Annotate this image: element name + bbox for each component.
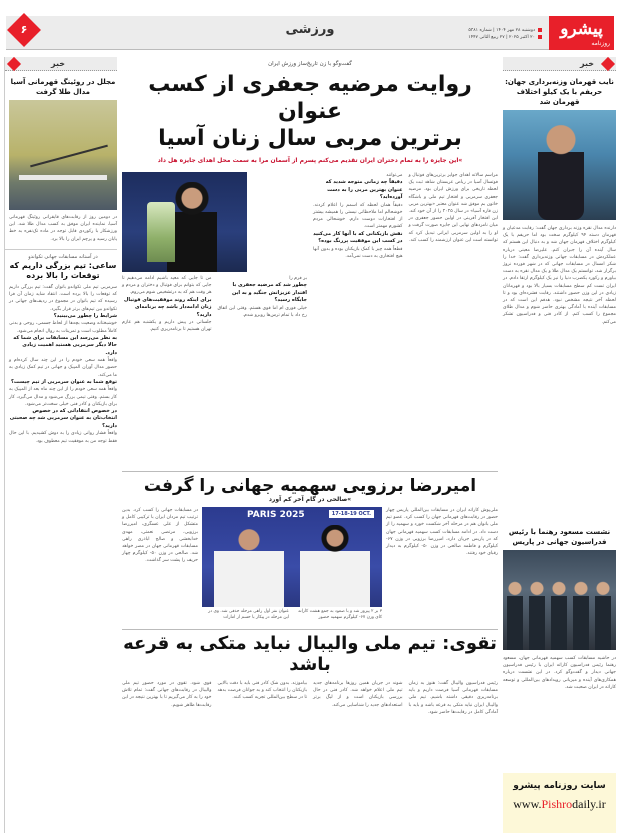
- main-content: [122, 57, 498, 833]
- ad-url[interactable]: www.Pishrodaily.ir: [513, 797, 606, 811]
- right-news-column: [503, 57, 616, 833]
- caption: عنوان نفر اول راهی مرحله حذفی شد. وی در این مرحله در پیکار با حسم از امارات: [208, 609, 289, 620]
- photo-captions: [202, 609, 382, 621]
- interview-question: شرایط را چطور می‌بینید؟: [53, 312, 117, 319]
- left-news-column: [4, 57, 117, 833]
- photo-banner: PARIS 2025: [247, 510, 305, 520]
- caption: ۳ بر ۲ پیروز شد و با صعود به جمع هشت کاراته کای وزن ۶۷- کیلوگرم سهمیه حضور: [298, 609, 382, 620]
- paragraph: بر فرم را: [289, 276, 307, 281]
- karate-subhead: »صالحی در گام آخر کم آورد: [268, 496, 352, 503]
- main-lead: »این جایزه را به تمام دختران ایران تقدیم می‌کنم پسرم از آسمان مرا به سمت محل اهدای جایزه هل داد: [157, 157, 463, 164]
- story-headline[interactable]: نشست مسعود رهنما با رئیس فدراسیون جهانی در پاریس: [508, 528, 611, 546]
- date-line-2: ۲۰ اکتبر ۲۰۲۵ | ۲۷ ربیع الثانی ۱۴۴۷: [468, 34, 542, 41]
- interview-question: برای اینکه روند موفقیت‌های فوتبال زنان ادامه‌دار باشد چه برنامه‌ای دارید؟: [124, 296, 212, 318]
- weightlifting-story[interactable]: [503, 77, 616, 326]
- interview-question: به نظر می‌رسد این مسابقات برای شما که حالا دیگر سرمربی هستید اهمیت زیادی دارد.: [13, 334, 117, 356]
- news-label-bar: [5, 57, 117, 71]
- interview-question: دقیقاً چه زمانی متوجه شدید که عنوان بهترین مربی را به دست آورده‌اید؟: [325, 179, 403, 201]
- rowing-story[interactable]: [5, 77, 117, 243]
- paragraph: می‌توانند: [386, 173, 403, 178]
- interview-answer: دقیقاً همان لحظه که اسمم را اعلام کردند. خوشحالم اما ملاحظاتی نیستی را همیشه بیشتر از افتخارات دوست دارم. خوشحالی مردم کشورم مهمتر است.: [313, 202, 403, 230]
- paragraph: بیاموزند. بدون شک کادر فنی باید با دقت بالایی بازیکنان را انتخاب کند و به جوانان فرصت بدهد تا در سطح بین‌المللی تجربه کسب کنند.: [217, 681, 307, 701]
- story-body: در حاشیه مسابقات کسب سهمیه قهرمانی جهان، مسعود رهنما رئیس فدراسیون کاراته ایران با رئیس فدراسیون جهانی دیدار و گفت‌وگو کرد. در این نشست درباره همکاری‌های آینده و میزبانی رویدادهای بین‌المللی و توسعه کاراته در ایران صحبت شد.: [503, 656, 616, 690]
- interview-answer: خوشبختانه وضعیت بچه‌ها از لحاظ جسمی، روحی و بدنی کاملاً مطلوب است و تمرینات به روال انجام می‌شود.: [9, 321, 117, 334]
- interview-col-2: [313, 172, 403, 467]
- diamond-arrow-icon: [7, 57, 21, 71]
- story-body: در دومین روز از رقابت‌های قایقرانی روئینگ قهرمانی آسیا، نماینده ایران موفق به کسب مدال طلا شد. این ورزشکار با رکوردی قابل توجه در ماده تک‌نفره به خط پایان رسید و پرچم ایران را بالا برد.: [9, 215, 117, 242]
- story-body: دارنده مدال نقره وزنه برداری جهان گفت: رقابت مدعیان و قهرمان دسته ۹۴ کیلوگرم سخت بود اما حریفم با یک کیلوگرم اختلاف قهرمان جهان شد و به دنبال این هستم که سال آینده آن را جبران کنم. علیرضا معینی درباره عملکردش در مسابقات جهانی وزنه‌برداری گفت: خدا را شکر امسال در مسابقات جهانی که در شهر فورده نروژ برگزار شد، توانستم یک مدال طلا و یک مدال نقره به دست بیاورم و رکورد یکضرب دنیا را نیز یک کیلوگرم ارتقا دادم. در ایران تست کم سطح مسابقات بسیار بالا بود و قهرمانان زیادی در این وزن حضور داشتند. رقابت فشرده‌ای بود و تا لحظه آخر نتیجه مشخص نبود. هدفم این است که در مسابقات آینده با آمادگی بهتری حاضر شوم و مدال طلای مجموع را کسب کنم. از کادر فنی و فدراسیون تشکر می‌کنم.: [503, 226, 616, 325]
- main-kicker: گفت‌وگو با زن تاریخ‌ساز ورزش ایران: [268, 61, 352, 67]
- interview-question: در خصوص انتقاداتی که در خصوص انتخاب‌تان به عنوان سرمربی شد چه صحبتی دارید؟: [9, 407, 117, 429]
- logo-prefix: روزنامه: [591, 40, 610, 47]
- paragraph: قوی شود. تقوی در مورد حضور تیم ملی والیبال در رقابت‌های جهانی گفت: تمام تلاش خود را به کار می‌گیریم تا با بهترین نتیجه در این رقابت‌ها ظاهر شویم.: [122, 681, 212, 708]
- volleyball-headline[interactable]: تقوی: تیم ملی والیبال نباید متکی به قرعه باشد: [122, 629, 498, 675]
- paragraph: ملی‌پوش کاراته ایران در مسابقات بین‌المللی پاریس چهار حضور در رقابت‌های قهرمانی جهان را کسب کرد. عضو تیم ملی بانوان هم در مرحله آخر شکست خورد و سهمیه را از دست داد. در ادامه مسابقات کسب سهمیه قهرمانی جهان که در پاریس جریان دارد، امیررضا برزویی در وزن ۶۷- کیلوگرم و فاطمه صالحی در وزن ۵۰- کیلوگرم به دیدار رقبای خود رفتند.: [386, 508, 499, 557]
- page-number: ۶: [20, 23, 28, 36]
- logo-name: پیشرو: [560, 19, 603, 39]
- website-ad[interactable]: [503, 773, 616, 833]
- paragraph: شوند در جریان همین روزها برنامه‌های جدید تیم ملی اعلام خواهد شد. کادر فنی در حال بررسی بازیکنان است و از لیگ برتر استعدادهای جدید را شناسایی می‌کند.: [313, 681, 403, 708]
- interview-question: نقش بازیکنانی که با آنها کار می‌کنید در کسب این موفقیت پررنگ بوده؟: [313, 230, 403, 245]
- karate-athletes-photo: [202, 507, 382, 607]
- story-headline[interactable]: ساعی: تیم بزرگی داریم که توقعات را بالا برده: [9, 261, 117, 281]
- karate-federation-story[interactable]: [503, 527, 616, 691]
- headline-line-1: روایت مرضیه جعفری از کسب عنوان: [148, 72, 472, 124]
- interview-answer: واقعاً همه سعی خودم را در این چند سال کرده‌ام و حضور مدال آوران المپیک و جهانی در تیم کمک زیادی به ما می‌کند.: [9, 358, 117, 378]
- interview-answer: قطعاً همه چیز با کمک بازیکنان بوده و بدون آنها هیچ افتخاری به دست نمی‌آمد.: [313, 246, 403, 259]
- masthead: [6, 16, 614, 50]
- headline-line-2: برترین مربی سال زنان آسیا: [158, 126, 462, 151]
- photo-dates: 17-18-19 OCT.: [329, 510, 374, 518]
- news-label: خبر: [579, 59, 594, 68]
- interview-article: [122, 172, 498, 467]
- story-headline[interactable]: نایب قهرمان وزنه‌برداری جهان: حریفم با یک کیلو اختلاف قهرمان شد: [505, 78, 614, 106]
- interview-answer: خیلی فوری ام اما قوی هستم. وقتی این اتفاق رخ داد با تمام ترس‌ها روبرو شدم.: [217, 305, 307, 318]
- athlete-photo: [503, 110, 616, 220]
- section-title: ورزشی: [285, 22, 335, 37]
- ad-title: سایت روزنامه پیشرو: [513, 781, 606, 791]
- news-label-bar: [503, 57, 616, 71]
- interview-col-1: [409, 172, 499, 467]
- main-headline[interactable]: [122, 71, 498, 152]
- interview-question: چطور شد که مرضیه جعفری با اقتدار عزیزانش جنگید و به این جایگاه رسید؟: [232, 282, 307, 304]
- volleyball-article: [122, 680, 498, 716]
- rowing-photo: [9, 100, 117, 210]
- interview-question: توقع شما به عنوان سرمربی از تیم چیست؟: [10, 378, 117, 385]
- paragraph: رئیس فدراسیون والیبال گفت: هنوز به زمان مسابقات قهرمانی آسیا فرصت داریم و باید برنامه‌ریزی دقیقی داشته باشیم. تیم ملی والیبال ایران نباید متکی به قرعه باشد و باید با آمادگی کامل در رقابت‌ها حاضر شود.: [408, 681, 498, 715]
- date-line-1: دوشنبه ۲۸ مهر ۱۴۰۴ | شماره ۵۳۸۱: [468, 27, 542, 34]
- karate-article: [122, 507, 498, 625]
- paragraph: من تا جایی که معید باشیم ادامه می‌دهیم تا جایی که بتوانم برای فوتبال و دختران و مردم و هر وقت هم که به درتشخیص شوم می‌روم.: [122, 276, 212, 296]
- coach-trophy-photo: [122, 172, 247, 272]
- taekwondo-story[interactable]: [5, 249, 117, 445]
- paragraph: در مسابقات جهانی را کسب کرد. بدین ترتیب تیم مردان ایران با ترکیبی کامل و متشکل از علی عسگری، امیررضا برزویی، مرتضی نعمتی، مهدی خدابخشی و صالح اباذری راهی مسابقات قهرمانی جهان در مصر خواهد شد. صالحی در وزن ۵۰- کیلوگرم چهار حریف را پشت سر گذاشت.: [122, 508, 198, 564]
- interview-answer: جلساتی در پیش داریم و یکشنبه هم عازم تهران هستیم تا برنامه‌ریزی کنیم.: [122, 320, 212, 333]
- story-body: سرمربی تیم ملی تکواندو بانوان گفت: تیم بزرگی داریم که توقعات را بالا برده است. انتقاد شاید زمان آن فرا رسیده که تیم بانوان در مجموع در ردیف‌های جهانی در تکواندو بین تیم‌های برتر قرار بگیرد.: [9, 285, 117, 312]
- story-headline[interactable]: مجلل در روئینگ قهرمانی آسیا مدال طلا گرفت: [10, 78, 116, 96]
- news-label: خبر: [50, 59, 65, 68]
- story-kicker: در آستانه مسابقات جهانی تکواندو: [28, 253, 98, 260]
- meeting-photo: [503, 550, 616, 650]
- page-number-badge: [7, 13, 41, 47]
- paragraph: مراسم سالانه اهدای جوایز برترین‌های فوتبال و فوتسال آسیا در ریاض عربستان شاهد ثبت یک لحظه تاریخی برای ورزش ایران بود. مرضیه جعفری سرمربی و افتخار تیم ملی و باشگاه خاتون بم موفق شد عنوان معتبر «بهترین مربی زن قاره آسیا» در سال ۲۰۲۵ را از آن خود کند. این افتخار آفرینی در اولین حضور جعفری در میان نامزدهای نهایی این جایزه صورت گرفت و او را به اولین سرمربی ایرانی تبدیل کرد که توانسته است این عنوان ارزشمند را کسب کند.: [408, 173, 498, 243]
- interview-answer: واقعاً همه سعی خودم را از این چند ماه بعد از المپیک به کار بستم. وقتی تیمی بزرگ می‌شود و مدال می‌گیرد، کار برای بازیکنان و کادر فنی خیلی سخت‌تر می‌شود.: [9, 387, 117, 407]
- karate-headline[interactable]: امیررضا برزویی سهمیه جهانی را گرفت: [143, 476, 477, 496]
- diamond-arrow-icon: [601, 57, 615, 71]
- interview-answer: واقعاً فشار روانی زیادی را به دوش کشیدیم. با این حال فقط توجه من به موفقیت تیم معطوف بود.: [9, 431, 117, 444]
